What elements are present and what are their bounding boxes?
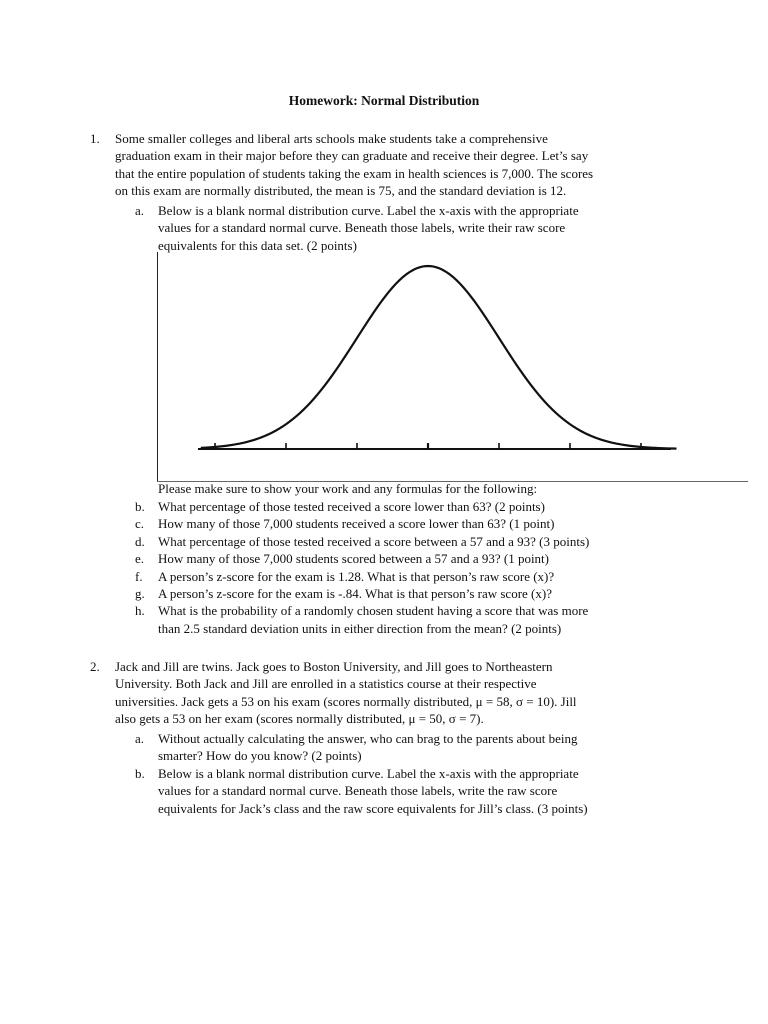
part-letter: a. (135, 203, 145, 218)
normal-curve-svg (157, 252, 748, 482)
part-text-line: smarter? How do you know? (2 points) (158, 748, 362, 764)
part-a-line: Below is a blank normal distribution curve. Label the x-axis with the appropriate (158, 203, 579, 218)
part-letter: a. (135, 731, 145, 746)
normal-curve-chart (157, 252, 748, 482)
question-2-intro-line: Jack and Jill are twins. Jack goes to Boston University, and Jill goes to Northeastern (115, 659, 553, 674)
part-text-line: What percentage of those tested received a score between a 57 and a 93? (3 points) (158, 533, 590, 549)
question-1-intro-line: on this exam are normally distributed, the mean is 75, and the standard deviation is 12. (115, 183, 567, 199)
question-1-intro-line: graduation exam in their major before they can graduate and receive their degree. Let’s say (115, 148, 589, 164)
part-letter: d. (135, 533, 145, 549)
part-letter: b. (135, 765, 145, 781)
question-1-number: 1. (90, 131, 100, 146)
question-2-parts (115, 730, 768, 817)
q1-part-f (115, 568, 768, 585)
part-text-line: How many of those 7,000 students received a score lower than 63? (1 point) (158, 516, 555, 532)
q1-part-c (115, 515, 768, 532)
part-a-line: values for a standard normal curve. Beneath those labels, write their raw score (158, 220, 566, 236)
part-letter: f. (135, 568, 143, 584)
question-1-intro (115, 130, 593, 200)
question-1-part-a (115, 202, 768, 254)
part-text-line: What is the probability of a randomly chosen student having a score that was more (158, 603, 589, 619)
part-text-line: equivalents for Jack’s class and the raw score equivalents for Jill’s class. (3 points) (158, 800, 588, 816)
question-2-intro-line: also gets a 53 on her exam (scores normally distributed, μ = 50, σ = 7). (115, 711, 484, 727)
question-2-intro (115, 658, 577, 728)
part-letter: g. (135, 586, 145, 602)
part-text-line: A person’s z-score for the exam is -.84. What is that person’s raw score (x)? (158, 586, 552, 602)
part-text-line: A person’s z-score for the exam is 1.28. What is that person’s raw score (x)? (158, 568, 555, 584)
normal-curve-line (201, 266, 677, 449)
question-1-intro-line: Some smaller colleges and liberal arts schools make students take a comprehensive (115, 131, 548, 146)
part-letter: h. (135, 603, 145, 619)
question-2-intro-line: universities. Jack gets a 53 on his exam (scores normally distributed, μ = 58, σ = 10). Jill (115, 693, 577, 709)
q1-part-e (115, 550, 768, 567)
q1-part-h (115, 602, 768, 637)
part-a-line: equivalents for this data set. (2 points) (158, 237, 357, 253)
q2-part-a (115, 730, 768, 765)
question-2-number: 2. (90, 659, 100, 674)
page-title: Homework: Normal Distribution (288, 93, 480, 108)
part-letter: e. (135, 551, 145, 567)
q1-part-g (115, 585, 768, 602)
work-note: Please make sure to show your work and any formulas for the following: (158, 481, 538, 496)
part-text-line: How many of those 7,000 students scored between a 57 and a 93? (1 point) (158, 551, 549, 567)
question-1-intro-line: that the entire population of students taking the exam in health sciences is 7,000. The scores (115, 165, 594, 181)
q2-part-b (115, 765, 768, 817)
q1-part-d (115, 533, 768, 550)
part-letter: b. (135, 499, 145, 514)
part-text-line: values for a standard normal curve. Beneath those labels, write the raw score (158, 783, 558, 799)
part-text-line: Below is a blank normal distribution curve. Label the x-axis with the appropriate (158, 765, 579, 781)
part-text-line: What percentage of those tested received a score lower than 63? (2 points) (158, 499, 545, 514)
question-1-parts (115, 498, 768, 637)
question-2-intro-line: University. Both Jack and Jill are enrolled in a statistics course at their respective (115, 676, 537, 692)
part-letter: c. (135, 516, 145, 532)
part-text-line: than 2.5 standard deviation units in either direction from the mean? (2 points) (158, 620, 562, 636)
q1-part-b (115, 498, 768, 515)
part-text-line: Without actually calculating the answer, who can brag to the parents about being (158, 731, 578, 746)
